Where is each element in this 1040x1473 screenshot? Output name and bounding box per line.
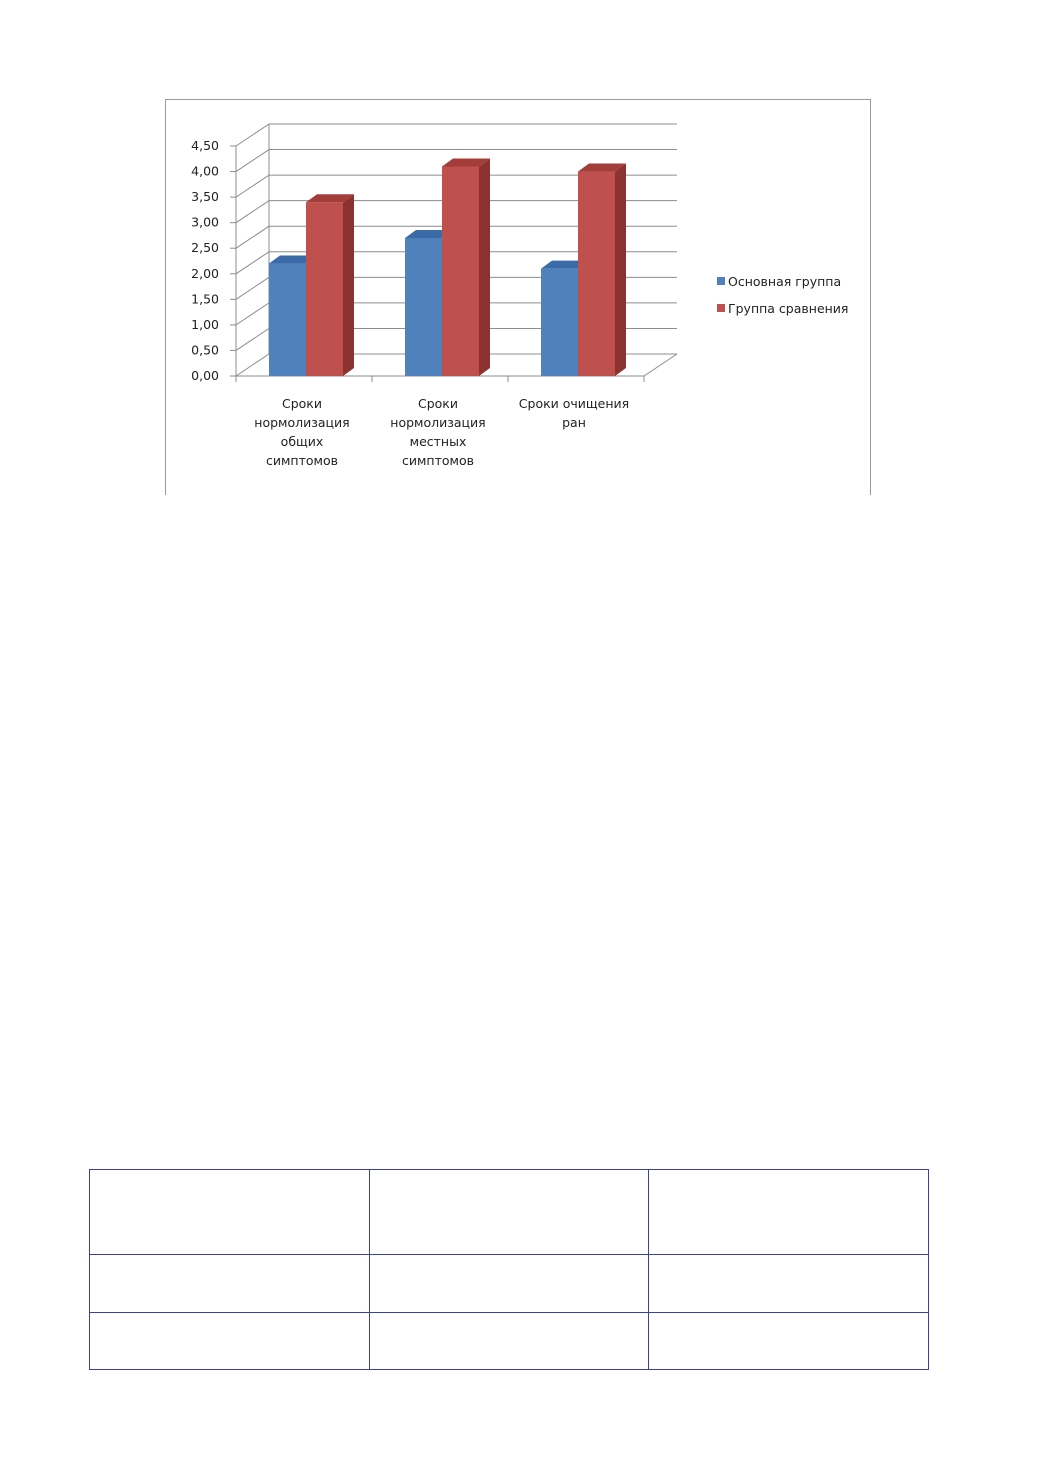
table-cell bbox=[649, 1255, 929, 1312]
x-category-label bbox=[519, 396, 629, 430]
legend-label: Основная группа bbox=[728, 274, 842, 289]
table-row bbox=[90, 1170, 929, 1255]
gridline-side bbox=[236, 354, 269, 376]
y-tick-label: 2,50 bbox=[191, 240, 219, 256]
table-cell bbox=[90, 1170, 370, 1255]
table-cell bbox=[90, 1255, 370, 1312]
gridline-side bbox=[236, 201, 269, 223]
y-tick-label: 1,00 bbox=[191, 316, 219, 332]
table-row bbox=[90, 1312, 929, 1369]
bar bbox=[306, 202, 343, 376]
legend-swatch bbox=[717, 277, 725, 285]
bar-side bbox=[479, 158, 490, 376]
table-cell bbox=[369, 1312, 649, 1369]
table-cell bbox=[90, 1312, 370, 1369]
bar-side bbox=[615, 164, 626, 376]
y-tick-label: 3,50 bbox=[191, 189, 219, 205]
y-tick-label: 3,00 bbox=[191, 214, 219, 230]
y-tick-label: 0,00 bbox=[191, 368, 219, 383]
gridline-side bbox=[236, 150, 269, 172]
chart-area bbox=[165, 99, 871, 495]
x-category-label-line: нормолизация bbox=[390, 415, 486, 430]
legend-label: Группа сравнения bbox=[728, 301, 849, 316]
gridline-side bbox=[236, 226, 269, 248]
x-category-label-line: Сроки bbox=[418, 396, 458, 411]
gridline-side bbox=[236, 175, 269, 197]
x-category-label-line: Сроки очищения bbox=[518, 396, 630, 411]
bar bbox=[541, 269, 578, 376]
gridline-side bbox=[236, 277, 269, 299]
y-tick-label: 4,00 bbox=[191, 163, 219, 179]
x-category-label-line: симптомов bbox=[266, 453, 338, 468]
x-category-label bbox=[254, 396, 349, 468]
x-category-label-line: местных bbox=[409, 434, 467, 449]
y-tick-label: 0,50 bbox=[191, 342, 219, 358]
bar bbox=[269, 264, 306, 376]
table-cell bbox=[369, 1255, 649, 1312]
x-category-label bbox=[390, 396, 485, 468]
gridline-side bbox=[236, 303, 269, 325]
bar bbox=[405, 238, 442, 376]
y-tick-label: 1,50 bbox=[191, 291, 219, 307]
y-tick-label: 2,00 bbox=[191, 265, 219, 281]
gridline-side bbox=[236, 328, 269, 350]
y-tick-label: 4,50 bbox=[191, 138, 219, 153]
bar-side bbox=[343, 194, 354, 376]
x-category-label-line: ран bbox=[562, 415, 586, 430]
x-category-label-line: нормолизация bbox=[254, 415, 350, 430]
bar-chart bbox=[165, 99, 871, 495]
gridline-side bbox=[236, 124, 269, 146]
table-cell bbox=[369, 1170, 649, 1255]
bar bbox=[442, 166, 479, 376]
x-category-label-line: Сроки bbox=[282, 396, 322, 411]
x-category-label-line: общих bbox=[280, 434, 324, 449]
floor-edge bbox=[644, 354, 677, 376]
legend-swatch bbox=[717, 304, 725, 312]
table-row bbox=[90, 1255, 929, 1312]
data-table bbox=[89, 1169, 929, 1370]
x-category-label-line: симптомов bbox=[402, 453, 474, 468]
table-cell bbox=[649, 1312, 929, 1369]
table-cell bbox=[649, 1170, 929, 1255]
bar bbox=[578, 172, 615, 376]
gridline-side bbox=[236, 252, 269, 274]
